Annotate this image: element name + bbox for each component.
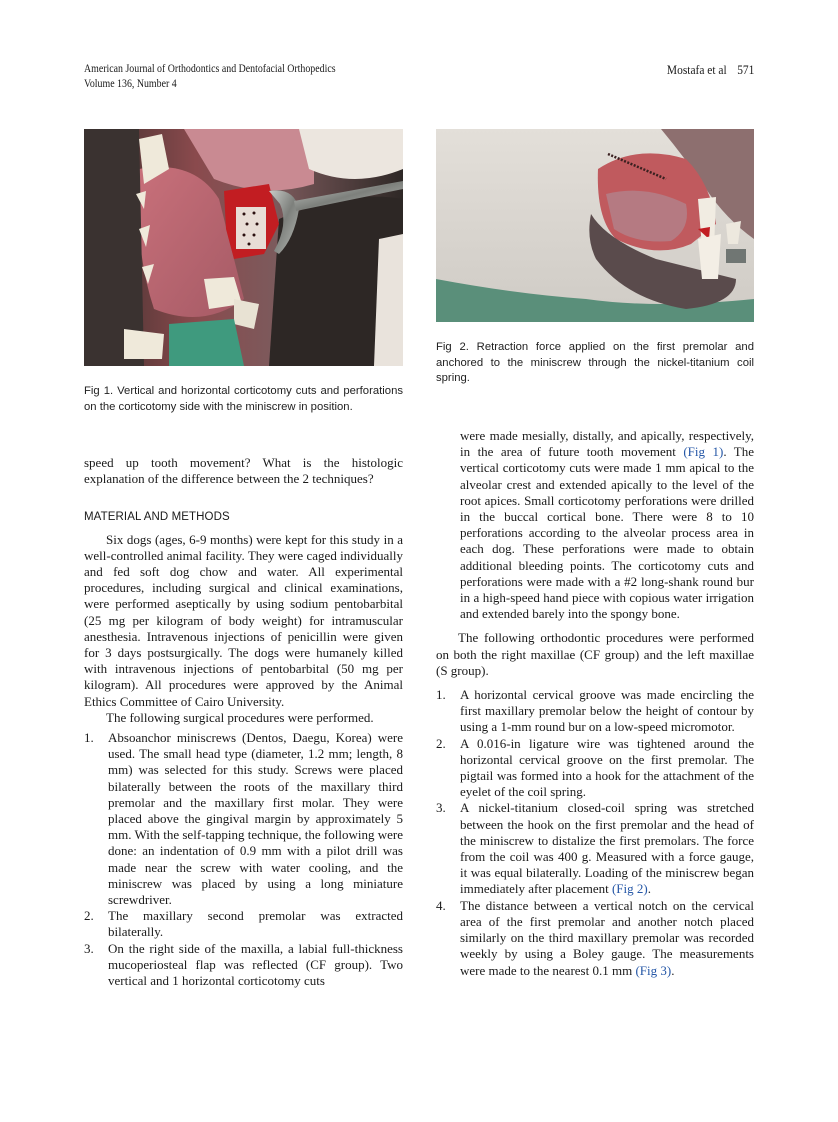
- orthodontic-intro-paragraph: The following orthodontic procedures were performed on both the right maxillae (CF group) and the left maxillae (S group).: [436, 630, 754, 678]
- list-item-number: 2.: [84, 908, 94, 924]
- list-item-text: The maxillary second premolar was extracted bilaterally.: [108, 908, 403, 940]
- list-item-text: The distance between a vertical notch on the cervical area of the first premolar and another notch placed similarly on the third maxillary premolar was recorded weekly by using a Boley gauge. The measurements were made to the nearest 0.1 mm: [460, 897, 754, 978]
- journal-title: American Journal of Orthodontics and Dentofacial Orthopedics: [84, 63, 336, 75]
- fig-1-reference-link[interactable]: (Fig 1): [683, 444, 724, 460]
- intro-continuation: speed up tooth movement? What is the histologic explanation of the difference between the 2 techniques?: [84, 455, 403, 487]
- list-item-text: On the right side of the maxilla, a labial full-thickness mucoperiosteal flap was reflected (CF group). Two vertical and 1 horizontal corticotomy cuts: [108, 940, 403, 989]
- list-item: [84, 941, 403, 990]
- methods-paragraph-1: Six dogs (ages, 6-9 months) were kept for this study in a well-controlled animal facility. They were caged individually and fed soft dog chow and water. All experimental procedures, including surgical and clinical examinations, were performed aseptically by using sodium pentobarbital (25 mg per kilogram of body weight) for intramuscular anesthesia. Intravenous injections of penicillin were given for 3 days postsurgically. The dogs were humanely killed with intravenous injections of pentobarbital (50 mg per kilogram). All procedures were approved by the Animal Ethics Committee of Cairo University.: [84, 531, 403, 709]
- continuation-text-end: . The vertical corticotomy cuts were made 1 mm apical to the alveolar crest and extended apically to the level of the root apices. Small corticotomy perforations were drilled in the buccal cortical bone. There were 8 to 10 perforations according to the alveolar process area in each dog. These perforations were made to obtain additional bleeding points. The corticotomy cuts and perforations were made with a #2 long-shank round bur in a high-speed hand piece with copious water irrigation and extended barely into the spongy bone.: [460, 444, 755, 622]
- list-item-text: A 0.016-in ligature wire was tightened around the horizontal cervical groove on the first premolar. The pigtail was formed into a hook for the attachment of the eyelet of the coil spring.: [460, 735, 754, 800]
- list-item-text: A nickel-titanium closed-coil spring was stretched between the hook on the first premolar and the head of the miniscrew to distalize the first premolars. The force from the coil was 400 g. Measured with a force gauge, it was equal bilaterally. Loading of the miniscrew began immediately after placement: [460, 800, 754, 897]
- list-item-text-end: .: [671, 962, 675, 978]
- figure-1-image: [84, 129, 403, 366]
- continuation-text: were made mesially, distally, and apically, respectively, in the area of future tooth movement: [460, 428, 754, 460]
- list-item-text-end: .: [647, 881, 651, 897]
- figure-1-caption: Fig 1. Vertical and horizontal corticotomy cuts and perforations on the corticotomy side with the miniscrew in position.: [84, 385, 403, 413]
- journal-volume: Volume 136, Number 4: [84, 78, 177, 90]
- list-item-text: A horizontal cervical groove was made encircling the first maxillary premolar below the height of contour by using a 1-mm round bur on a low-speed micromotor.: [460, 687, 754, 735]
- list-item: [436, 898, 754, 979]
- list-item-text: Absoanchor miniscrews (Dentos, Daegu, Korea) were used. The small head type (diameter, 1.2 mm; length, 8 mm) was selected for this study. Screws were placed bilaterally between the roots of the maxillary third premolar and the maxillary first molar. They were placed above the gingival margin by approximately 5 mm. With the self-tapping technique, the following were done: an indentation of 0.9 mm with a pilot drill was made near the screw with water cooling, and the miniscrew was placed by using a long miniature screwdriver.: [108, 730, 403, 908]
- author-running-title: Mostafa et al: [666, 62, 727, 77]
- orthodontic-procedures-list: [436, 687, 754, 979]
- list-item-number: 4.: [436, 897, 446, 913]
- left-column: [84, 455, 403, 989]
- list-item-number: 3.: [436, 800, 446, 816]
- procedure-3-continuation: [436, 428, 754, 622]
- list-item-number: 1.: [436, 687, 446, 703]
- list-item: [436, 800, 754, 897]
- figure-2-image: [436, 129, 754, 322]
- list-item-number: 3.: [84, 940, 94, 956]
- list-item: [84, 730, 403, 908]
- list-item: [436, 736, 754, 801]
- page-header-right: [667, 62, 754, 77]
- methods-paragraph-2: The following surgical procedures were performed.: [106, 709, 374, 725]
- list-item-number: 1.: [84, 730, 94, 746]
- section-title-methods: MATERIAL AND METHODS: [84, 511, 230, 524]
- list-item: [436, 687, 754, 736]
- right-column: [436, 428, 754, 979]
- list-item-number: 2.: [436, 735, 446, 751]
- figure-2-caption: Fig 2. Retraction force applied on the first premolar and anchored to the miniscrew through the nickel-titanium coil spring.: [436, 341, 754, 384]
- fig-3-reference-link[interactable]: (Fig 3): [635, 962, 672, 978]
- surgical-procedures-list: [84, 730, 403, 989]
- running-header: [84, 62, 660, 92]
- page-number: 571: [736, 62, 754, 77]
- fig-2-reference-link[interactable]: (Fig 2): [611, 881, 648, 897]
- list-item: [84, 908, 403, 940]
